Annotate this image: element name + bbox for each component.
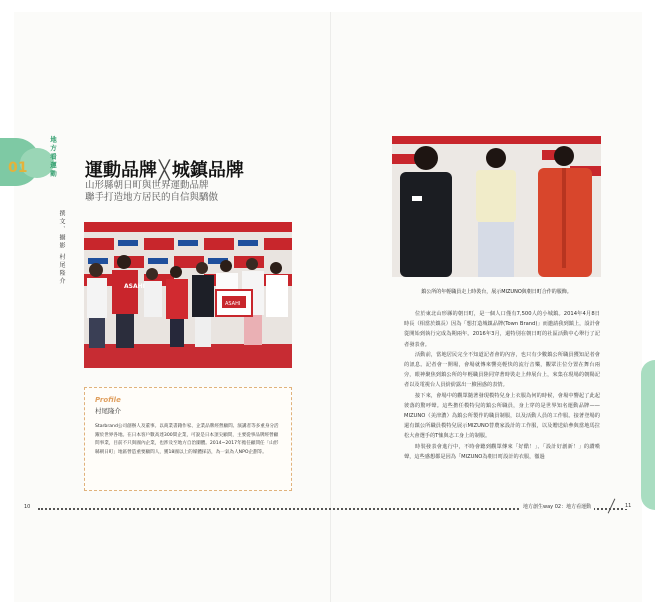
- sign-text: ASAHI: [225, 301, 241, 307]
- title-part-left: 運動品牌: [85, 160, 157, 181]
- page-gutter: [330, 12, 331, 602]
- photo-caption: 鎮公所的年輕職員走上時裝台，展示MIZUNO與朝日町合作的服飾。: [421, 289, 572, 295]
- page-number-left: 10: [24, 504, 31, 510]
- body-paragraph: 活動前，當地居民完全不知道記者會的內容，也只有少數鎮公所職員獲知記者會的訊息。記者會一開場，會場就傳來響亮輕快的流行音樂，觀眾注位分置在舞台兩旁，眼神聚焦到鎮公所的年輕職員陸同穿著時裝走上伸展台上，來集在現場的朝陽記者以及電視台人員紛紛露出一臉困惑的表情。: [404, 351, 600, 389]
- section-number: 01: [8, 160, 28, 176]
- byline: 撰文、攝影 村尾隆介: [58, 210, 65, 286]
- title-cross: ╳: [159, 160, 170, 181]
- banner-text: ASAHI: [124, 283, 145, 290]
- series-tag: 地方看運動: [49, 136, 57, 179]
- body-paragraph: 位於東北山形縣的朝日町，是一個人口僅有7,500人的小城鎮。2014年4月8日時長（相當於鎮長）因為「想打造城鎮品牌(Town Brand)」而邀請我到鎮上，設計會從開始到執行完成為期兩年。2016年3月，還特別在朝日町的社區活動中心舉行了記者發表會。: [404, 311, 600, 348]
- profile-name: 村尾隆介: [95, 407, 121, 415]
- press-event-photo: [84, 222, 292, 368]
- title-part-right: 城鎮品牌: [171, 160, 244, 181]
- profile-body: Starbrand公司創辦人及董事。以商業書籍作家、企業品牌經營顧問、演講者等多重身分活躍於世界各地。在日本客戶數高達300間企業，可說是日本頂尖顧問，主要從事品牌經營顧問事業，目前不只與國內企業，也涉及至地方自治團體。2014~2017年擔任顧問任「山形縣朝日町」地區營造重要顧問人，獲18國以上的媒體採訪，為一氣為人NPO企劃等。: [95, 424, 279, 455]
- fashion-show-photo: [392, 136, 601, 277]
- article-subtitle: [85, 180, 218, 204]
- subtitle-line: 山形縣朝日町與世界運動品牌: [85, 180, 209, 191]
- body-paragraph: 時裝發表會進行中，不時會聽到觀眾傳來「好酷！」、「設計好創新！」的讚嘆聲，這些感想都是因為「MIZUNO為朝日町設計的衣服，徹過: [404, 443, 600, 460]
- author-profile-box: [84, 387, 292, 491]
- article-body: [404, 309, 600, 462]
- body-paragraph: 接下來，會場中的觀眾隨著發現模特兒身上衣服為何的時候，會場中響起了此起彼落的驚呼聲。這些擔任模特兒的鎮公所職員，身上穿的是世界知名運動品牌——MIZUNO（美津濃）為鎮公所製作的職員制服，以及活動人員的工作服。接著登場的還有鎮公所職員模特兒展示MIZUNO替農家設計的工作服，以及贈送給參與當地馬拉松大會選手的T恤與志工身上的制服。: [404, 392, 600, 440]
- subtitle-line: 聯手打造地方居民的自信與驕傲: [85, 192, 219, 203]
- page-number-right: 11: [625, 503, 632, 509]
- article-title: [85, 156, 244, 182]
- profile-label: Profile: [95, 396, 121, 404]
- green-edge-decoration: [641, 360, 655, 510]
- running-footer: 地方創生way 02：地方看運動: [520, 503, 594, 510]
